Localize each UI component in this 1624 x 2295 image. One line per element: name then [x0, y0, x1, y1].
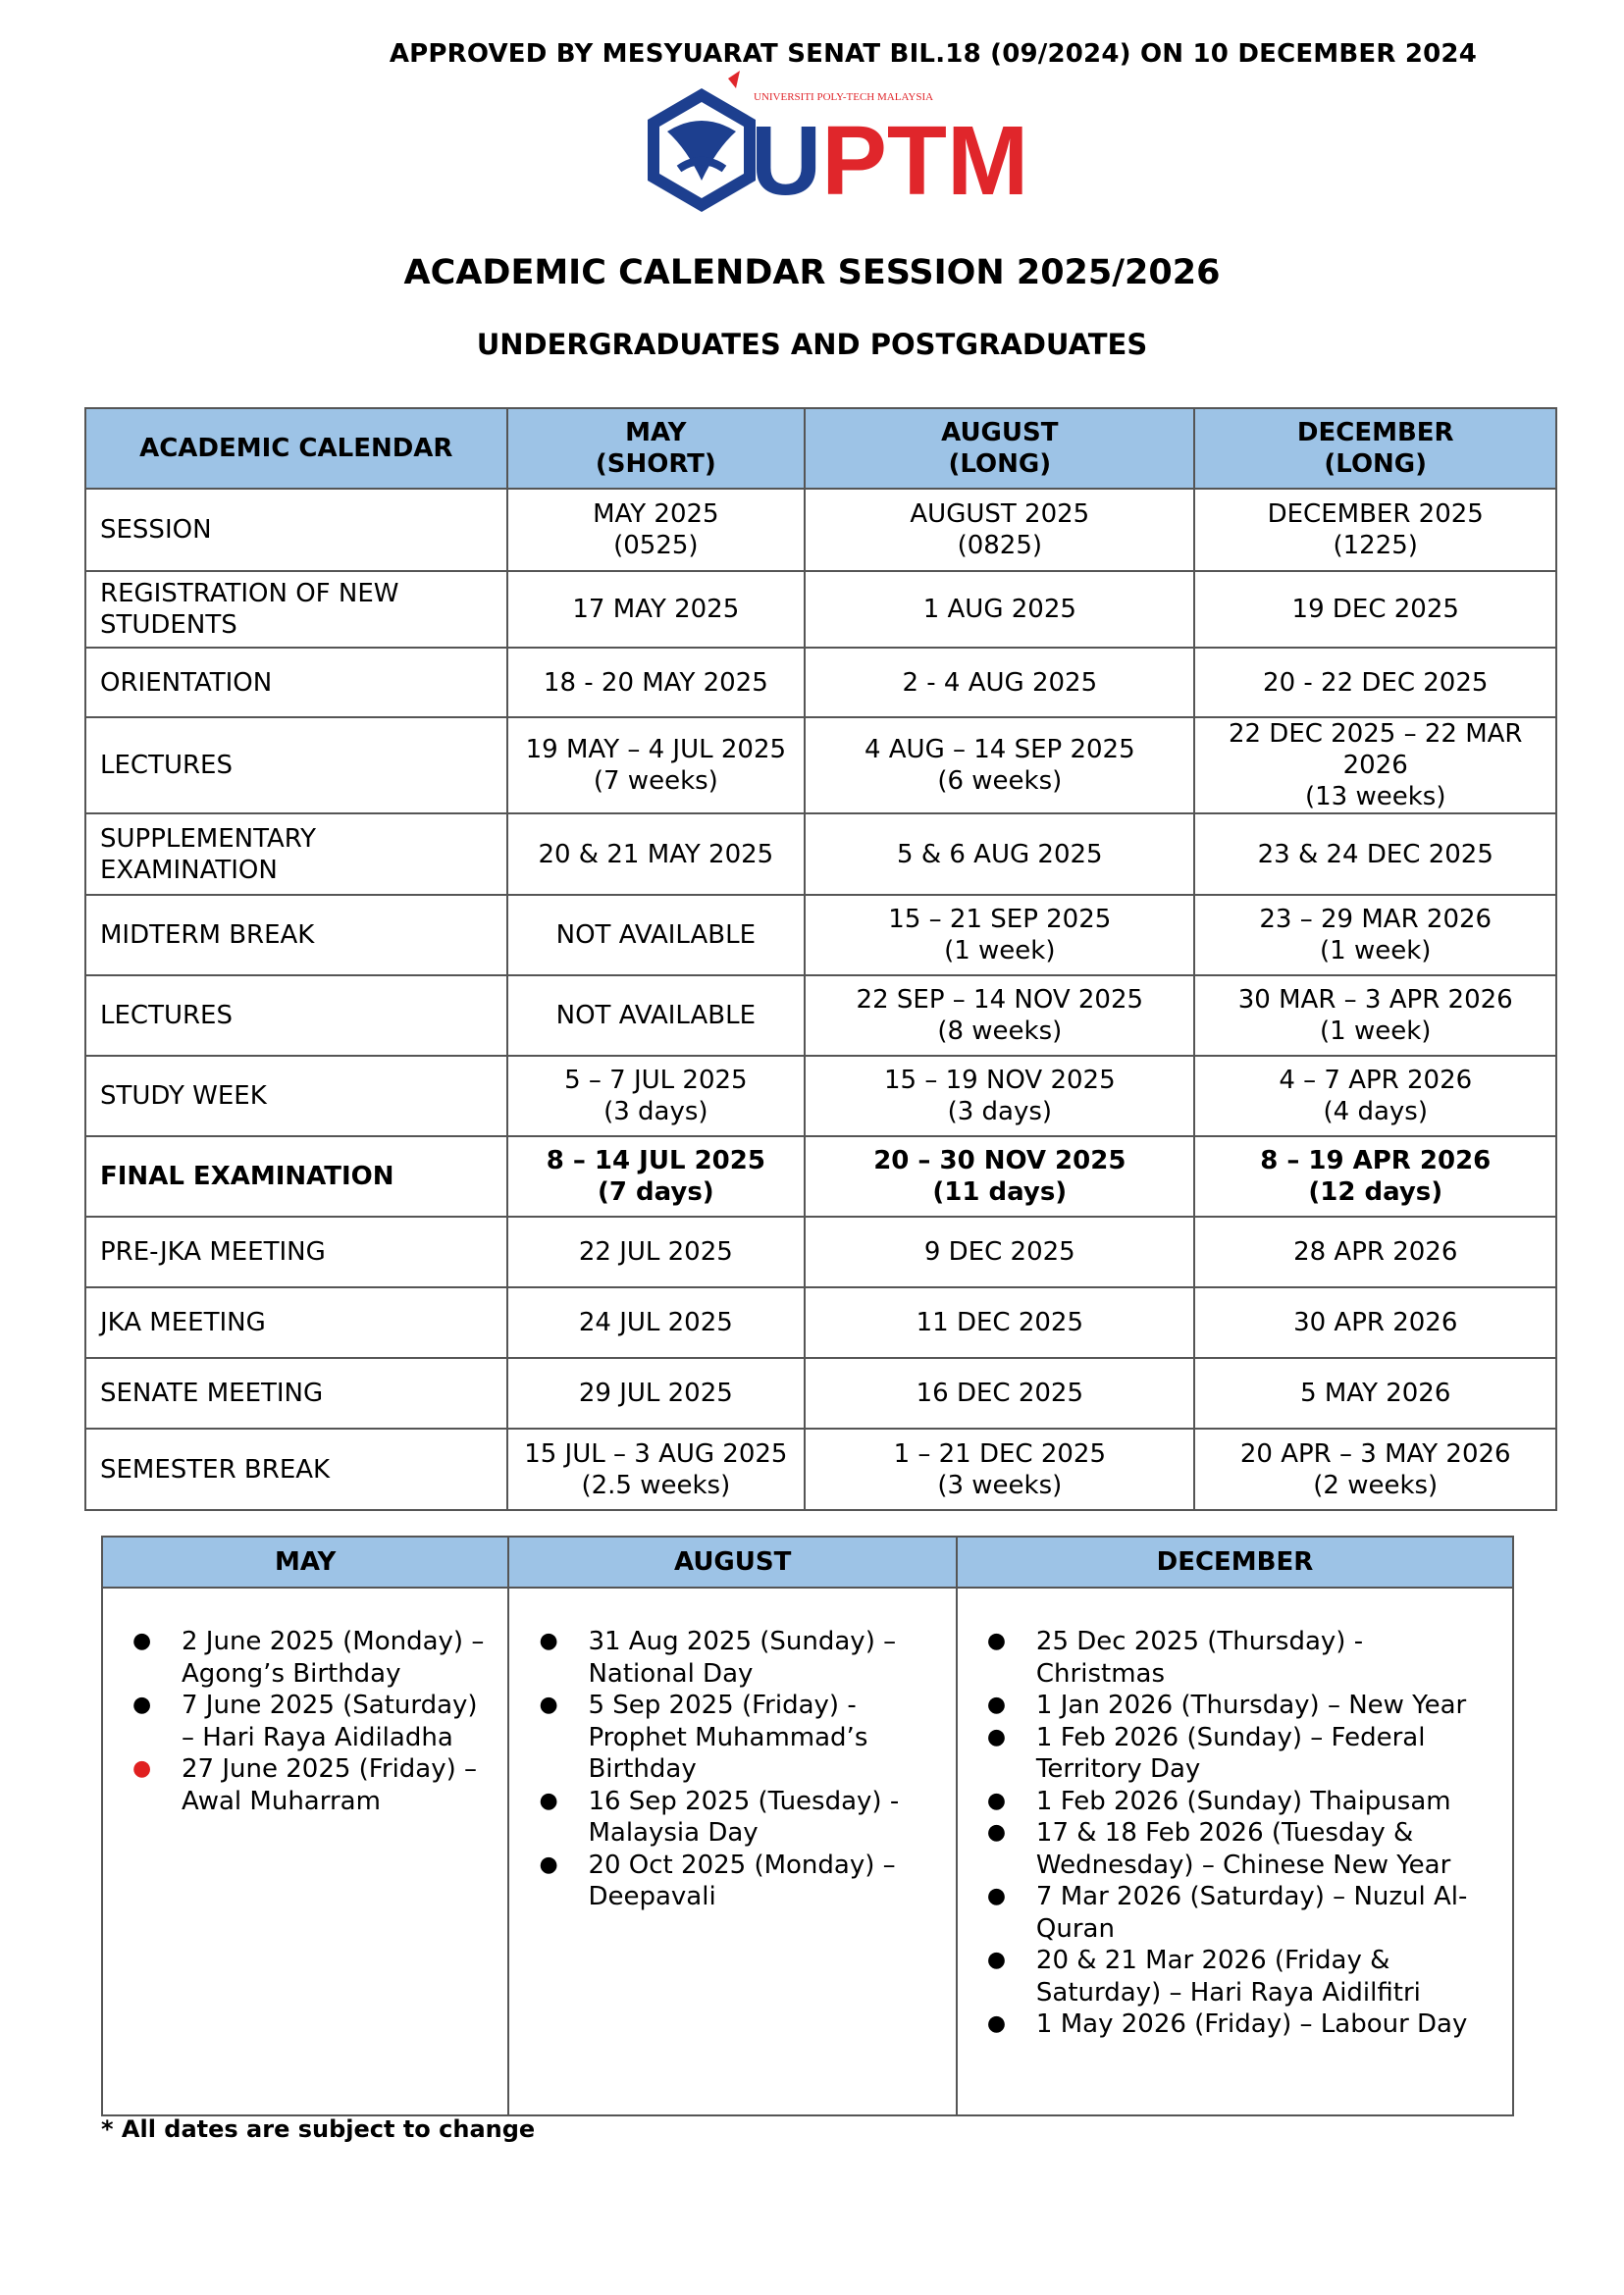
holidays-header-may: MAY — [102, 1537, 508, 1588]
bullet-icon: ● — [986, 1693, 1007, 1717]
bullet-icon: ● — [539, 1852, 558, 1877]
bullet-icon: ● — [132, 1629, 152, 1653]
holidays-may-cell — [102, 1588, 508, 2115]
bullet-icon: ● — [539, 1693, 558, 1717]
table-row: MIDTERM BREAK NOT AVAILABLE 15 – 21 SEP 2025 (1 week) 23 – 29 MAR 2026 (1 week) — [85, 895, 1556, 975]
list-item: ● 31 Aug 2025 (Sunday) – National Day — [539, 1627, 897, 1689]
list-item: ● 7 Mar 2026 (Saturday) – Nuzul Al-Quran — [986, 1882, 1468, 1944]
list-item: ● 1 Jan 2026 (Thursday) – New Year — [986, 1691, 1467, 1720]
logo-u: U — [751, 106, 822, 216]
logo-university-name: UNIVERSITI POLY-TECH MALAYSIA — [754, 91, 934, 103]
table-row: ORIENTATION 18 - 20 MAY 2025 2 - 4 AUG 2025 20 - 22 DEC 2025 — [85, 648, 1556, 717]
header-label: ACADEMIC CALENDAR — [85, 408, 507, 489]
list-item: ● 1 Feb 2026 (Sunday) – Federal Territory Day — [986, 1722, 1426, 1784]
holidays-header-row — [102, 1537, 1513, 1588]
table-row: JKA MEETING 24 JUL 2025 11 DEC 2025 30 APR 2026 — [85, 1287, 1556, 1358]
bullet-icon: ● — [986, 1820, 1007, 1845]
bullet-icon: ● — [986, 1788, 1007, 1813]
table-row: SUPPLEMENTARY EXAMINATION 20 & 21 MAY 2025 5 & 6 AUG 2025 23 & 24 DEC 2025 — [85, 813, 1556, 895]
list-item: ● 20 Oct 2025 (Monday) – Deepavali — [539, 1850, 896, 1911]
bullet-icon: ● — [539, 1788, 558, 1813]
table-row: STUDY WEEK 5 – 7 JUL 2025 (3 days) 15 – 19 NOV 2025 (3 days) 4 – 7 APR 2026 (4 days) — [85, 1056, 1556, 1136]
table-row: SESSION MAY 2025 (0525) AUGUST 2025 (0825) DECEMBER 2025 (1225) — [85, 489, 1556, 571]
calendar-header-row — [85, 408, 1556, 489]
header-may: MAY (SHORT) — [507, 408, 806, 489]
bullet-icon: ● — [986, 1724, 1007, 1749]
bullet-icon: ● — [986, 1629, 1007, 1653]
table-row: SENATE MEETING 29 JUL 2025 16 DEC 2025 5 MAY 2026 — [85, 1358, 1556, 1429]
header-dec: DECEMBER (LONG) — [1194, 408, 1556, 489]
list-item: ● 1 May 2026 (Friday) – Labour Day — [986, 2009, 1468, 2039]
bullet-icon: ● — [132, 1693, 152, 1717]
uptm-logo — [638, 71, 1029, 218]
header-aug: AUGUST (LONG) — [805, 408, 1194, 489]
bullet-icon: ● — [986, 1948, 1007, 1972]
holidays-body-row — [102, 1588, 1513, 2115]
table-row: LECTURES NOT AVAILABLE 22 SEP – 14 NOV 2025 (8 weeks) 30 MAR – 3 APR 2026 (1 week) — [85, 975, 1556, 1056]
bullet-icon: ● — [986, 1884, 1007, 1908]
list-item: ● 16 Sep 2025 (Tuesday) - Malaysia Day — [539, 1786, 900, 1848]
table-row: PRE-JKA MEETING 22 JUL 2025 9 DEC 2025 28 APR 2026 — [85, 1217, 1556, 1287]
list-item: ● 27 June 2025 (Friday) – Awal Muharram — [132, 1754, 478, 1816]
list-item: ● 2 June 2025 (Monday) – Agong’s Birthday — [132, 1627, 485, 1689]
page-title: ACADEMIC CALENDAR SESSION 2025/2026 — [403, 253, 1221, 292]
page-subtitle: UNDERGRADUATES AND POSTGRADUATES — [476, 328, 1148, 361]
table-row: LECTURES 19 MAY – 4 JUL 2025 (7 weeks) 4 AUG – 14 SEP 2025 (6 weeks) 22 DEC 2025 – 22 MAR 2026 (13 weeks) — [85, 717, 1556, 813]
holidays-dec-cell — [957, 1588, 1513, 2115]
table-row: REGISTRATION OF NEW STUDENTS 17 MAY 2025 1 AUG 2025 19 DEC 2025 — [85, 571, 1556, 648]
holidays-header-dec: DECEMBER — [957, 1537, 1513, 1588]
list-item: ● 7 June 2025 (Saturday) – Hari Raya Aidiladha — [132, 1691, 478, 1752]
list-item: ● 17 & 18 Feb 2026 (Tuesday & Wednesday) – Chinese New Year — [986, 1818, 1451, 1880]
bullet-icon: ● — [539, 1629, 558, 1653]
hexagon-emblem-icon — [648, 71, 756, 212]
public-holidays-table — [101, 1536, 1514, 2116]
academic-calendar-table — [84, 407, 1557, 1511]
approval-note: APPROVED BY MESYUARAT SENAT BIL.18 (09/2024) ON 10 DECEMBER 2024 — [389, 39, 1477, 69]
list-item: ● 25 Dec 2025 (Thursday) - Christmas — [986, 1627, 1364, 1689]
bullet-icon: ● — [132, 1756, 152, 1781]
list-item: ● 20 & 21 Mar 2026 (Friday & Saturday) – Hari Raya Aidilfitri — [986, 1946, 1421, 2008]
footnote: * All dates are subject to change — [101, 2115, 536, 2143]
table-row: SEMESTER BREAK 15 JUL – 3 AUG 2025 (2.5 weeks) 1 – 21 DEC 2025 (3 weeks) 20 APR – 3 MAY 2026 (2 weeks) — [85, 1429, 1556, 1510]
holidays-aug-cell — [508, 1588, 956, 2115]
table-row: FINAL EXAMINATION 8 – 14 JUL 2025 (7 days) 20 – 30 NOV 2025 (11 days) 8 – 19 APR 2026 (12 days) — [85, 1136, 1556, 1217]
bullet-icon: ● — [986, 2011, 1007, 2036]
svg-text:UPTM — [751, 106, 1028, 216]
logo-ptm: PTM — [821, 106, 1029, 216]
list-item: ● 5 Sep 2025 (Friday) - Prophet Muhammad’s Birthday — [539, 1691, 868, 1784]
list-item: ● 1 Feb 2026 (Sunday) Thaipusam — [986, 1786, 1451, 1816]
holidays-header-aug: AUGUST — [508, 1537, 956, 1588]
